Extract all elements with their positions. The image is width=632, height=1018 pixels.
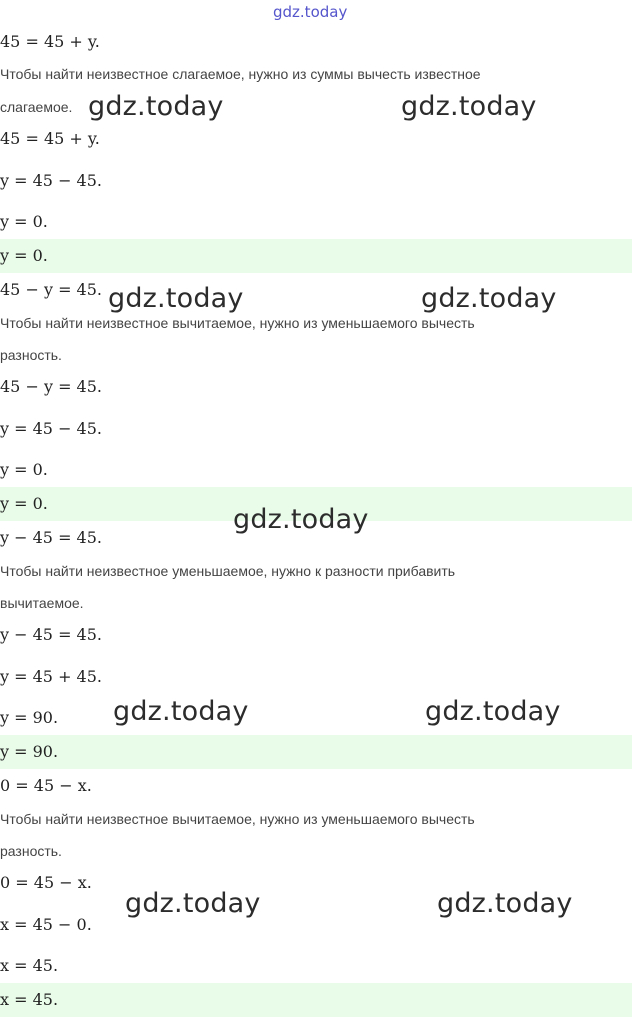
watermark: gdz.today [113, 696, 249, 727]
solution-step: x = 45. [0, 956, 59, 975]
solution-step: y = 0. [0, 212, 48, 231]
solution-step: y = 45 + 45. [0, 667, 102, 686]
rule-text-line: Чтобы найти неизвестное вычитаемое, нужно из уменьшаемого вычесть [0, 811, 475, 827]
solution-step: y = 0. [0, 460, 48, 479]
rule-text-line: Чтобы найти неизвестное слагаемое, нужно из суммы вычесть известное [0, 66, 481, 82]
rule-text-line: разность. [0, 843, 62, 859]
solution-step: 45 = 45 + y. [0, 129, 100, 148]
rule-text-line: разность. [0, 347, 62, 363]
watermark: gdz.today [108, 283, 244, 314]
watermark: gdz.today [401, 91, 537, 122]
equation: 45 = 45 + y. [0, 32, 100, 51]
solution-step: y = 45 − 45. [0, 419, 102, 438]
answer-text: y = 0. [0, 246, 48, 265]
rule-text-line: вычитаемое. [0, 595, 84, 611]
answer-box [0, 239, 632, 273]
watermark: gdz.today [233, 504, 369, 535]
solution-step: y = 90. [0, 708, 59, 727]
solution-step: 0 = 45 − x. [0, 873, 92, 892]
answer-box [0, 983, 632, 1017]
rule-text-line: Чтобы найти неизвестное уменьшаемое, нужно к разности прибавить [0, 563, 456, 579]
watermark: gdz.today [125, 888, 261, 919]
solution-step: 45 − y = 45. [0, 377, 102, 396]
answer-text: y = 0. [0, 494, 48, 513]
answer-text: y = 90. [0, 742, 59, 761]
watermark: gdz.today [421, 283, 557, 314]
watermark: gdz.today [425, 696, 561, 727]
equation: 45 − y = 45. [0, 280, 102, 299]
watermark: gdz.today [437, 888, 573, 919]
header-watermark: gdz.today [273, 3, 348, 21]
equation: y − 45 = 45. [0, 528, 102, 547]
solution-step: y − 45 = 45. [0, 625, 102, 644]
answer-text: x = 45. [0, 990, 59, 1009]
equation: 0 = 45 − x. [0, 776, 92, 795]
rule-text-line: слагаемое. [0, 99, 73, 115]
watermark: gdz.today [88, 91, 224, 122]
solution-step: y = 45 − 45. [0, 171, 102, 190]
solution-step: x = 45 − 0. [0, 915, 92, 934]
rule-text-line: Чтобы найти неизвестное вычитаемое, нужно из уменьшаемого вычесть [0, 315, 475, 331]
answer-box [0, 735, 632, 769]
